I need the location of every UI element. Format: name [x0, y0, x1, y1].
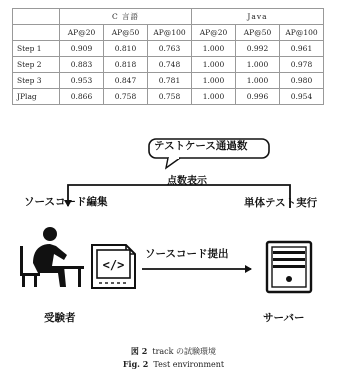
row-label: Step 1	[13, 41, 60, 57]
figure-number: 図 2	[130, 346, 148, 356]
server-icon	[267, 242, 311, 292]
table-cell: 1.000	[192, 73, 236, 89]
figure-number-en: Fig. 2	[122, 359, 149, 369]
row-label: JPlag	[13, 89, 60, 105]
testcase-count-label: テストケース通過数	[154, 140, 248, 152]
figure-title: track の試験環境	[152, 347, 217, 356]
metric-header: AP@50	[236, 25, 280, 41]
table-cell: 1.000	[236, 57, 280, 73]
table-cell: 0.763	[148, 41, 192, 57]
table-cell: 0.953	[60, 73, 104, 89]
group-header-java: Java	[192, 9, 324, 25]
table-cell: 1.000	[192, 57, 236, 73]
table-cell: 0.954	[280, 89, 324, 105]
row-label: Step 2	[13, 57, 60, 73]
table-row	[13, 57, 324, 73]
table-cell: 0.810	[104, 41, 148, 57]
code-document-icon	[92, 245, 135, 288]
server-label: サーバー	[263, 312, 305, 324]
table-row	[13, 89, 324, 105]
table-corner-cell	[13, 25, 60, 41]
svg-text:</>: </>	[102, 258, 125, 272]
table-header-metric-row	[13, 25, 324, 41]
table-corner-cell	[13, 9, 60, 25]
examinee-person-icon	[20, 227, 84, 287]
table-cell: 0.758	[148, 89, 192, 105]
figure-title-en: Test environment	[153, 360, 225, 369]
examinee-label: 受験者	[44, 312, 76, 324]
table-row	[13, 73, 324, 89]
table-cell: 1.000	[236, 73, 280, 89]
group-header-c: C 言語	[60, 9, 192, 25]
table-cell: 0.866	[60, 89, 104, 105]
table-cell: 0.883	[60, 57, 104, 73]
table-cell: 0.961	[280, 41, 324, 57]
score-display-label: 点数表示	[167, 176, 207, 187]
table-cell: 0.996	[236, 89, 280, 105]
figure-caption-ja	[0, 346, 347, 357]
metric-header: AP@20	[192, 25, 236, 41]
test-environment-diagram	[0, 128, 347, 348]
table-cell: 0.748	[148, 57, 192, 73]
source-submit-label: ソースコード提出	[145, 248, 229, 260]
table-cell: 0.847	[104, 73, 148, 89]
table-cell: 0.758	[104, 89, 148, 105]
table-cell: 1.000	[192, 89, 236, 105]
table-cell: 0.781	[148, 73, 192, 89]
source-edit-label: ソースコード編集	[24, 196, 108, 208]
unit-test-label: 単体テスト実行	[244, 197, 318, 209]
table-cell: 0.818	[104, 57, 148, 73]
table-cell: 0.992	[236, 41, 280, 57]
table-header-group-row	[13, 9, 324, 25]
results-table	[12, 8, 324, 105]
metric-header: AP@100	[280, 25, 324, 41]
metric-header: AP@20	[60, 25, 104, 41]
metric-header: AP@50	[104, 25, 148, 41]
table-cell: 1.000	[192, 41, 236, 57]
table-cell: 0.980	[280, 73, 324, 89]
table-row	[13, 41, 324, 57]
metric-header: AP@100	[148, 25, 192, 41]
table-cell: 0.909	[60, 41, 104, 57]
row-label: Step 3	[13, 73, 60, 89]
table-cell: 0.978	[280, 57, 324, 73]
